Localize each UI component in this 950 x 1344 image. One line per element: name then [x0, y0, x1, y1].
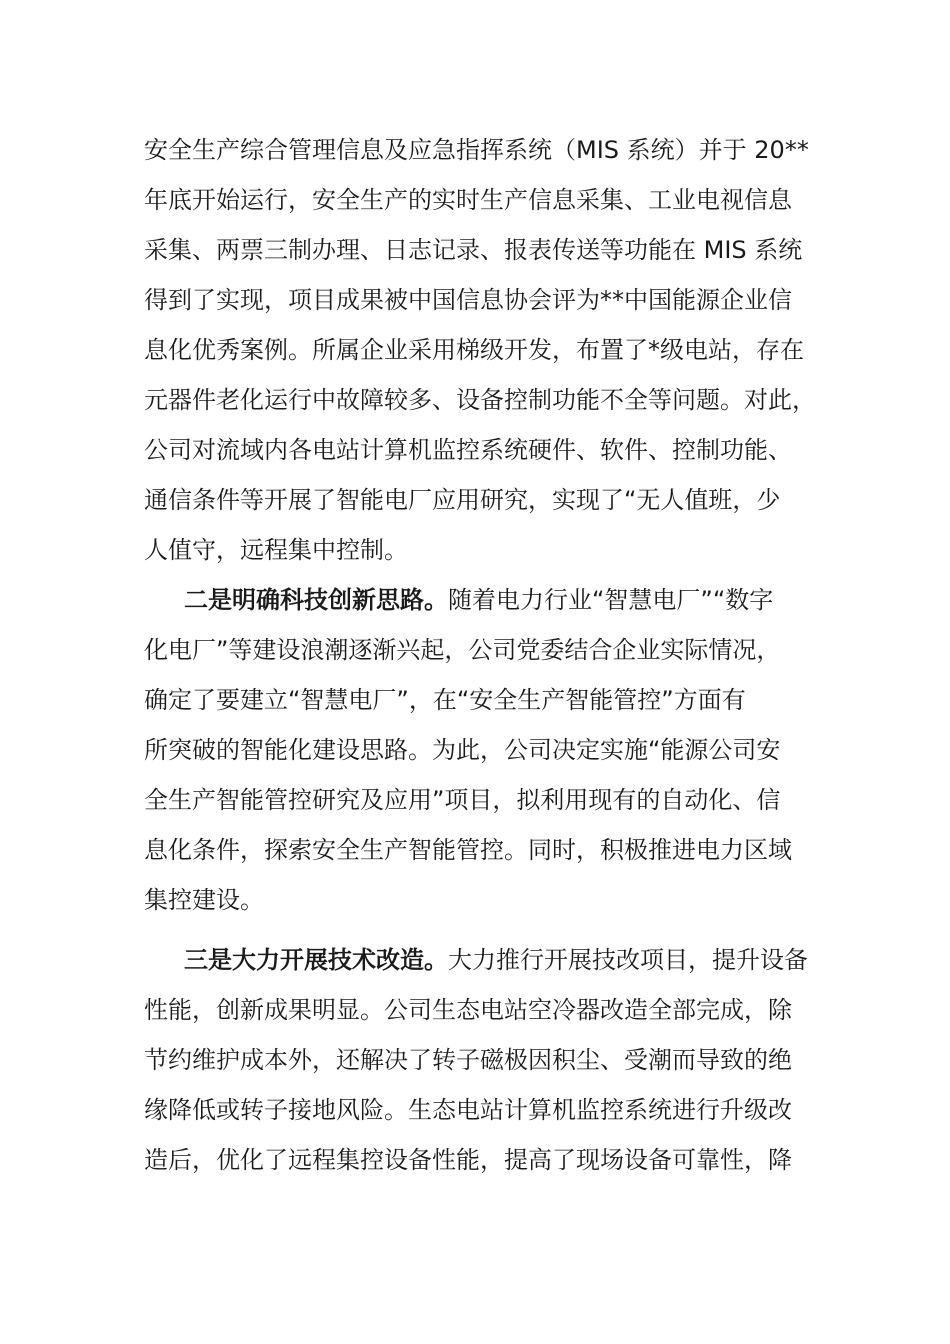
text-line: 节约维护成本外，还解决了转子磁极因积尘、受潮而导致的绝: [144, 1046, 792, 1074]
text-line: 通信条件等开展了智能电厂应用研究，实现了“无人值班，少: [144, 486, 781, 514]
paragraph-lead-heading: 二是明确科技创新思路。: [184, 586, 448, 614]
text-line: 性能，创新成果明显。公司生态电站空冷器改造全部完成，除: [144, 996, 792, 1024]
text-line: 缘降低或转子接地风险。生态电站计算机监控系统进行升级改: [144, 1096, 792, 1124]
text-line: 所突破的智能化建设思路。为此，公司决定实施“能源公司安: [144, 736, 781, 764]
text-line: 息化条件，探索安全生产智能管控。同时，积极推进电力区域: [144, 836, 792, 864]
text-line: 年底开始运行，安全生产的实时生产信息采集、工业电视信息: [144, 186, 792, 214]
text-line: 全生产智能管控研究及应用”项目，拟利用现有的自动化、信: [144, 786, 781, 814]
text-line: 造后，优化了远程集控设备性能，提高了现场设备可靠性，降: [144, 1146, 792, 1174]
paragraph-technical-renovation: [144, 935, 824, 1185]
paragraph-lead-heading: 三是大力开展技术改造。: [184, 946, 448, 974]
first-line-rest: 随着电力行业“智慧电厂”“数字: [448, 586, 774, 614]
text-line: 得到了实现，项目成果被中国信息协会评为**中国能源企业信: [144, 286, 792, 314]
text-line: 采集、两票三制办理、日志记录、报表传送等功能在 MIS 系统: [144, 236, 803, 264]
paragraph-mis-system: [144, 125, 824, 575]
text-line: 化电厂”等建设浪潮逐渐兴起，公司党委结合企业实际情况，: [144, 636, 781, 664]
text-line: 息化优秀案例。所属企业采用梯级开发，布置了*级电站，存在: [144, 336, 804, 364]
text-line: 元器件老化运行中故障较多、设备控制功能不全等问题。对此，: [144, 386, 816, 414]
text-line: 公司对流域内各电站计算机监控系统硬件、软件、控制功能、: [144, 436, 792, 464]
text-line-first: [144, 575, 824, 625]
text-line: 确定了要建立“智慧电厂”，在“安全生产智能管控”方面有: [144, 686, 746, 714]
text-line-first: [144, 935, 824, 985]
text-line: 集控建设。: [144, 886, 264, 914]
text-line: 人值守，远程集中控制。: [144, 536, 408, 564]
paragraph-innovation-thinking: [144, 575, 824, 925]
first-line-rest: 大力推行开展技改项目，提升设备: [448, 946, 808, 974]
text-line: 安全生产综合管理信息及应急指挥系统（MIS 系统）并于 20**: [144, 136, 809, 164]
